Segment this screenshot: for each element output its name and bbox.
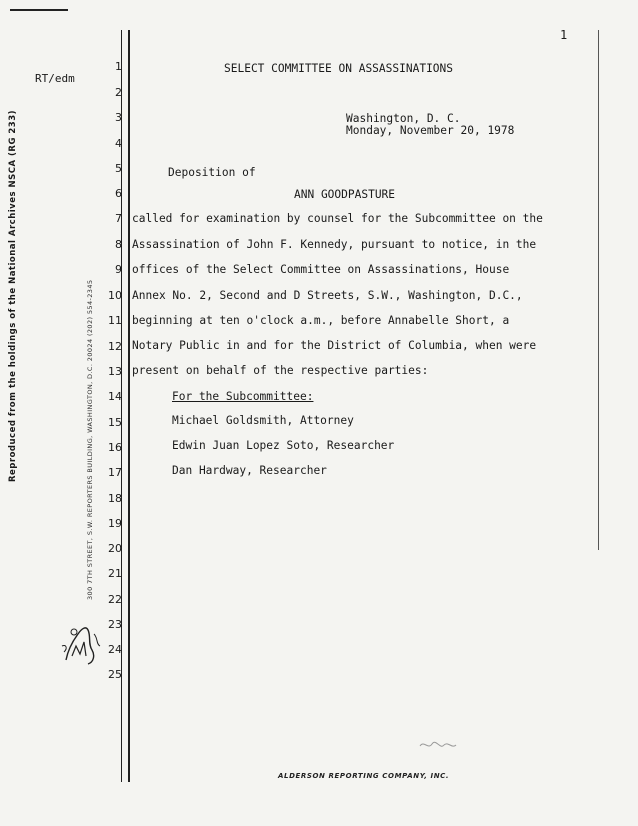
line-number: 12: [108, 340, 122, 353]
page-number: 1: [560, 28, 568, 42]
line-number: 6: [115, 187, 122, 200]
line-number: 8: [115, 238, 122, 251]
line-number: 5: [115, 162, 122, 175]
reporter-address-note: 300 7TH STREET, S.W. REPORTERS BUILDING, WASHINGTON, D.C. 20024 (202) 554-2345: [86, 279, 94, 600]
right-margin-rule: [598, 30, 599, 550]
line-number: 14: [108, 390, 122, 403]
line-number: 17: [108, 466, 122, 479]
line-number: 21: [108, 567, 122, 580]
line-number: 13: [108, 365, 122, 378]
reporting-company-footer: ALDERSON REPORTING COMPANY, INC.: [278, 772, 450, 780]
line-number: 24: [108, 643, 122, 656]
line-number: 22: [108, 593, 122, 606]
deposition-intro: Deposition of: [168, 166, 256, 179]
line-number: 11: [108, 314, 122, 327]
body-line: Annex No. 2, Second and D Streets, S.W., Washington, D.C.,: [132, 289, 523, 302]
appearance-person: Edwin Juan Lopez Soto, Researcher: [172, 439, 395, 452]
left-margin-rule-double: [128, 30, 130, 782]
line-number: 7: [115, 212, 122, 225]
line-number: 16: [108, 441, 122, 454]
appearance-person: Michael Goldsmith, Attorney: [172, 414, 354, 427]
top-left-rule: [10, 9, 68, 11]
body-line: Assassination of John F. Kennedy, pursuant to notice, in the: [132, 238, 537, 251]
line-number: 20: [108, 542, 122, 555]
appearances-heading: For the Subcommittee:: [172, 390, 314, 403]
typist-initials: RT/edm: [35, 72, 75, 85]
handwritten-mark: [418, 736, 458, 754]
line-number: 3: [115, 111, 122, 124]
line-number: 4: [115, 137, 122, 150]
body-line: offices of the Select Committee on Assassinations, House: [132, 263, 510, 276]
line-number: 19: [108, 517, 122, 530]
reporter-seal-icon: [58, 620, 102, 668]
line-number: 1: [115, 60, 122, 73]
body-line: present on behalf of the respective parties:: [132, 364, 429, 377]
line-number: 25: [108, 668, 122, 681]
body-line: beginning at ten o'clock a.m., before Annabelle Short, a: [132, 314, 510, 327]
body-line: Notary Public in and for the District of Columbia, when were: [132, 339, 537, 352]
appearance-person: Dan Hardway, Researcher: [172, 464, 327, 477]
line-number: 10: [108, 289, 122, 302]
witness-name: ANN GOODPASTURE: [294, 188, 396, 201]
document-title: SELECT COMMITTEE ON ASSASSINATIONS: [224, 62, 454, 75]
line-number: 18: [108, 492, 122, 505]
line-number: 15: [108, 416, 122, 429]
line-number: 2: [115, 86, 122, 99]
body-line: called for examination by counsel for the Subcommittee on the: [132, 212, 543, 225]
line-number: 23: [108, 618, 122, 631]
archive-source-note: Reproduced from the holdings of the National Archives NSCA (RG 233): [8, 109, 18, 482]
deposition-place: Washington, D. C.: [346, 112, 461, 125]
line-number: 9: [115, 263, 122, 276]
deposition-date: Monday, November 20, 1978: [346, 124, 515, 137]
